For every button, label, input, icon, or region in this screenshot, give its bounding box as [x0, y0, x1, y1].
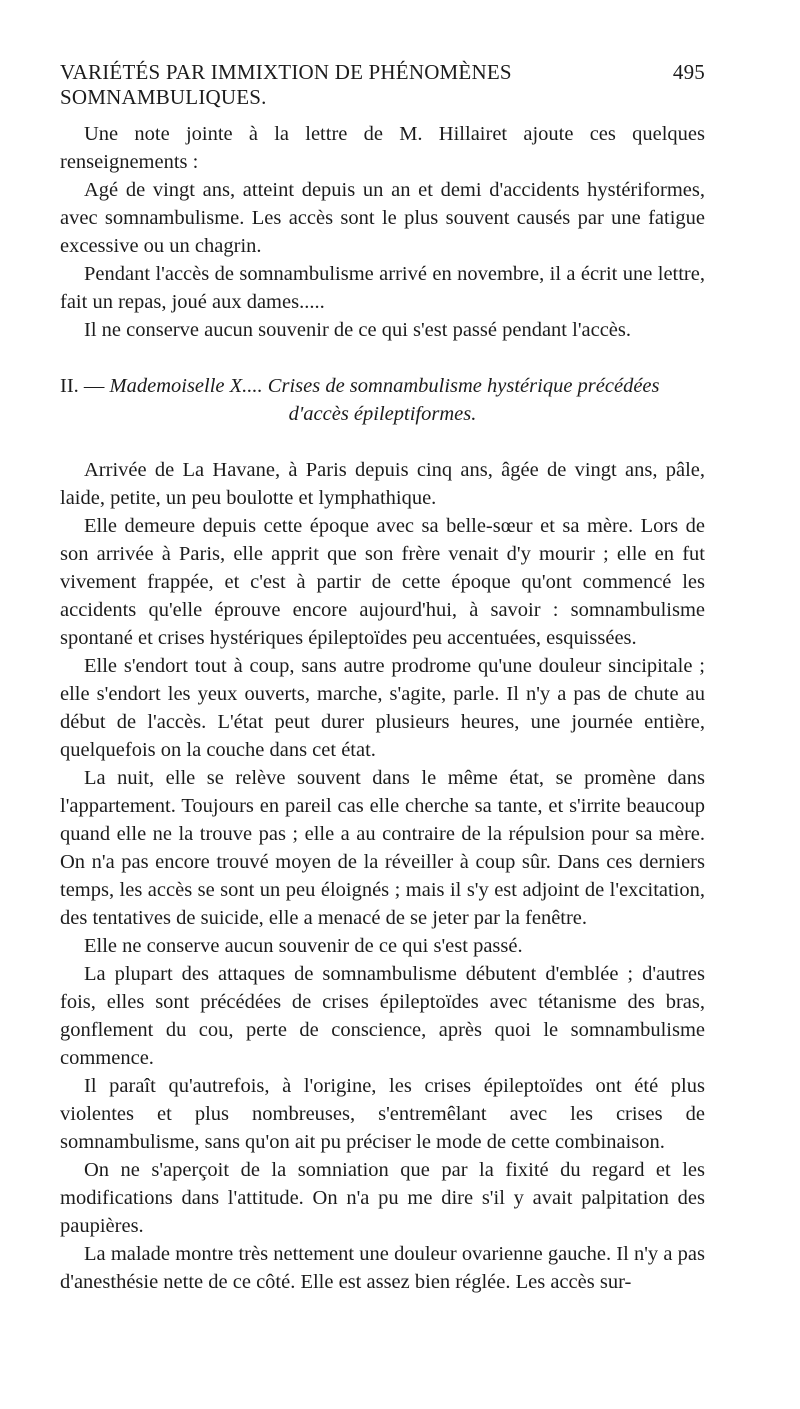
- paragraph: Elle s'endort tout à coup, sans autre prodrome qu'une douleur sincipitale ; elle s'endort les yeux ouverts, marche, s'agite, parle. Il n'y a pas de chute au début de l'accès. L'état peut durer plusieurs heures, une journée entière, quelquefois on la couche dans cet état.: [60, 655, 705, 761]
- running-head: [60, 60, 705, 110]
- paragraph: Elle demeure depuis cette époque avec sa belle-sœur et sa mère. Lors de son arrivée à Paris, elle apprit que son frère venait d'y mourir ; elle en fut vivement frappée, et c'est à partir de cette époque qu'ont commencé les accidents qu'elle éprouve encore aujourd'hui, à savoir : somnambulisme spontané et crises hystériques épileptoïdes peu accentuées, esquissées.: [60, 515, 705, 649]
- paragraph: On ne s'aperçoit de la somniation que par la fixité du regard et les modifications dans l'attitude. On n'a pu me dire s'il y avait palpitation des paupières.: [60, 1159, 705, 1237]
- paragraph: La malade montre très nettement une douleur ovarienne gauche. Il n'y a pas d'anesthésie nette de ce côté. Elle est assez bien réglée. Les accès sur-: [60, 1243, 705, 1293]
- paragraph: Arrivée de La Havane, à Paris depuis cinq ans, âgée de vingt ans, pâle, laide, petite, un peu boulotte et lymphathique.: [60, 459, 705, 509]
- section-title-line2: d'accès épileptiformes.: [288, 403, 477, 425]
- paragraph: Il ne conserve aucun souvenir de ce qui s'est passé pendant l'accès.: [84, 319, 632, 341]
- paragraph: Pendant l'accès de somnambulisme arrivé en novembre, il a écrit une lettre, fait un repas, joué aux dames.....: [60, 263, 705, 313]
- paragraph: Agé de vingt ans, atteint depuis un an et demi d'accidents hystériformes, avec somnambulisme. Les accès sont le plus souvent causés par une fatigue excessive ou un chagrin.: [60, 179, 705, 257]
- section-number: II. —: [60, 375, 105, 397]
- paragraph: La nuit, elle se relève souvent dans le même état, se promène dans l'appartement. Toujours en pareil cas elle cherche sa tante, et s'irrite beaucoup quand elle ne la trouve pas ; elle a au contraire de la répulsion pour sa mère. On n'a pas encore trouvé moyen de la réveiller à coup sûr. Dans ces derniers temps, les accès se sont un peu éloignés ; mais il s'y est adjoint de l'excitation, des tentatives de suicide, elle a menacé de se jeter par la fenêtre.: [60, 767, 705, 929]
- paragraph: Une note jointe à la lettre de M. Hillairet ajoute ces quelques renseignements :: [60, 123, 705, 173]
- paragraph: Il paraît qu'autrefois, à l'origine, les crises épileptoïdes ont été plus violentes et plus nombreuses, s'entremêlant avec les crises de somnambulisme, sans qu'on ait pu préciser le mode de cette combinaison.: [60, 1075, 705, 1153]
- section-title-line1: Mademoiselle X.... Crises de somnambulisme hystérique précédées: [109, 375, 660, 397]
- paragraph: Elle ne conserve aucun souvenir de ce qui s'est passé.: [84, 935, 523, 957]
- book-page: [60, 60, 705, 1296]
- paragraph: La plupart des attaques de somnambulisme débutent d'emblée ; d'autres fois, elles sont précédées de crises épileptoïdes avec tétanisme des bras, gonflement du cou, perte de conscience, après quoi le somnambulisme commence.: [60, 963, 705, 1069]
- section-heading: [60, 372, 705, 428]
- running-head-title: VARIÉTÉS PAR IMMIXTION DE PHÉNOMÈNES SOMNAMBULIQUES.: [60, 60, 512, 109]
- page-number: 495: [672, 60, 705, 84]
